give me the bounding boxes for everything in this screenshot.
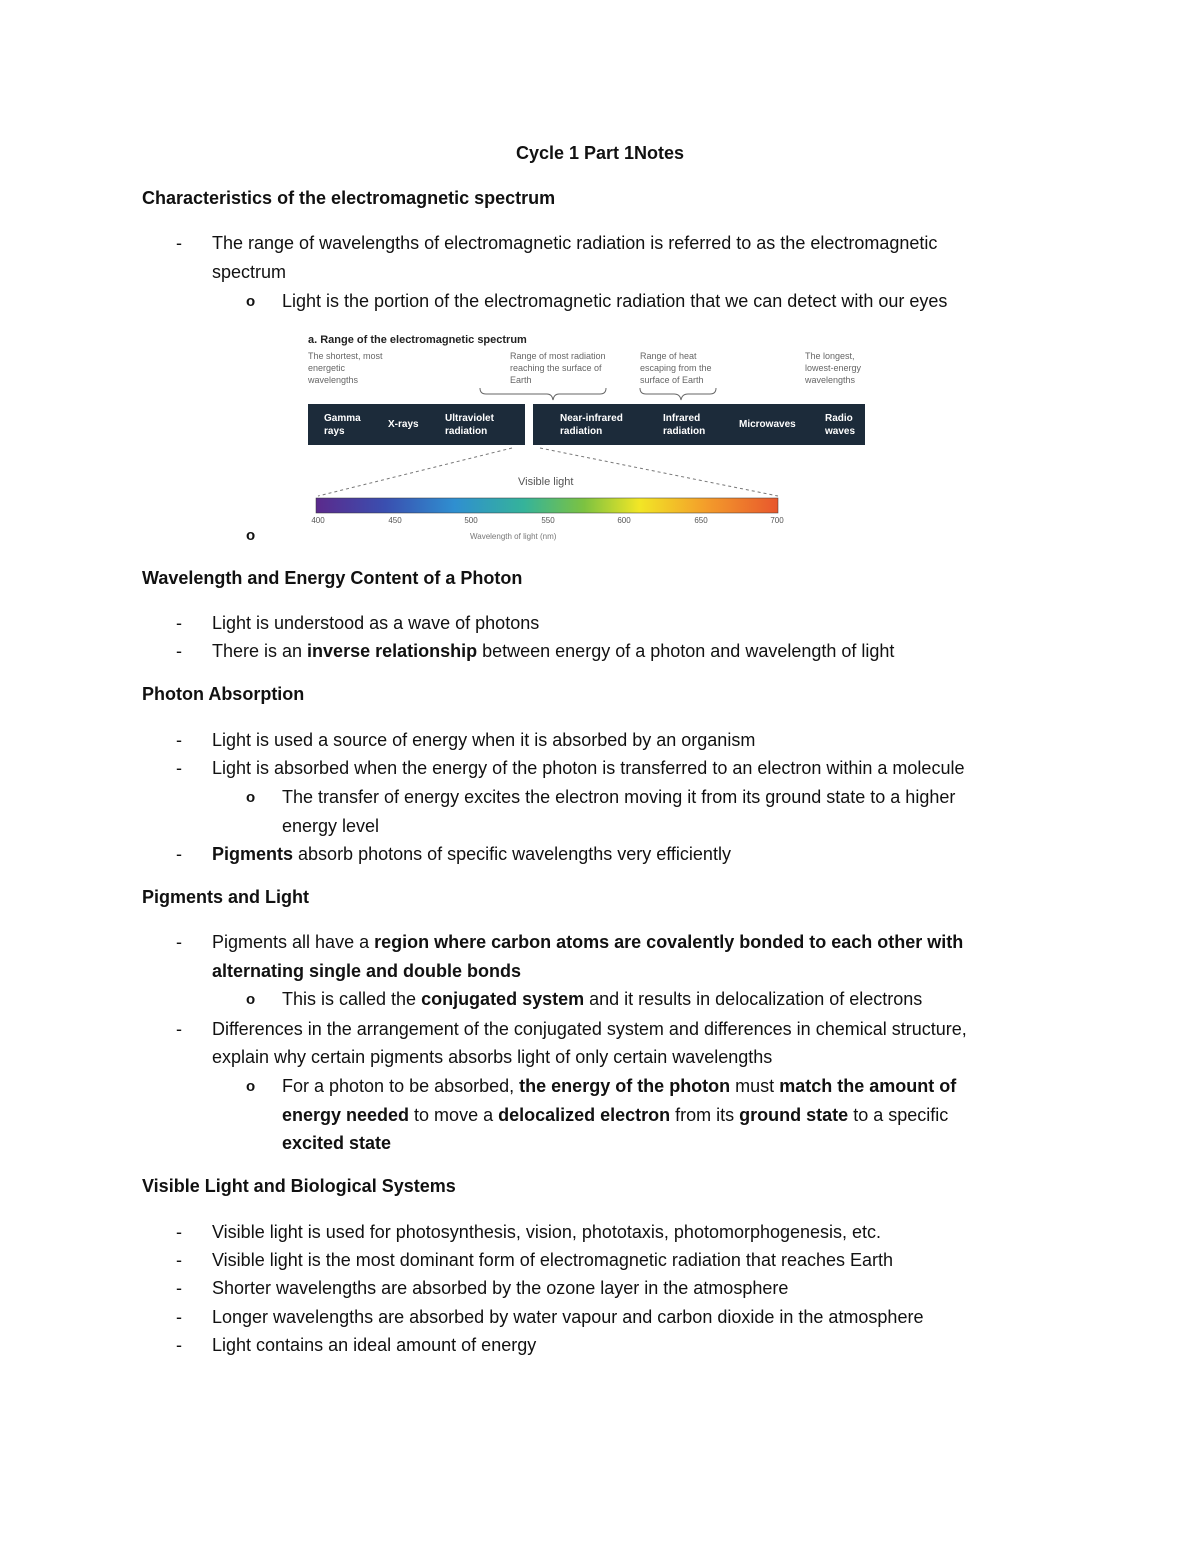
sub-item-text: Light is the portion of the electromagnetic radiation that we can detect with our eyes: [282, 291, 948, 311]
figure-note: Range of most radiation reaching the surface of Earth: [510, 351, 606, 385]
em-spectrum-figure: [300, 330, 880, 545]
dash-bullet: -: [176, 1307, 182, 1327]
list-item-text: There is an inverse relationship between energy of a photon and wavelength of light: [212, 641, 895, 661]
list-item-text: Visible light is used for photosynthesis, vision, phototaxis, photomorphogenesis, etc.: [212, 1222, 882, 1242]
dash-bullet: -: [176, 233, 182, 253]
spectrum-band-right: [533, 404, 865, 445]
dash-bullet: -: [176, 932, 182, 952]
band-near-infrared: Near-infrared radiation: [560, 412, 623, 437]
dash-bullet: -: [176, 730, 182, 750]
sub-item-text: For a photon to be absorbed, the energy of the photon must match the amount of: [282, 1076, 957, 1096]
tick-label: 400: [311, 516, 325, 525]
list-item-text: Light is used a source of energy when it is absorbed by an organism: [212, 730, 756, 750]
dash-bullet: -: [176, 641, 182, 661]
list-item-text: Pigments absorb photons of specific wavelengths very efficiently: [212, 844, 731, 864]
sub-item-text: This is called the conjugated system and it results in delocalization of electrons: [282, 989, 923, 1009]
zoom-line-left: [318, 448, 512, 496]
dash-bullet: -: [176, 758, 182, 778]
dash-bullet: -: [176, 1019, 182, 1039]
circle-bullet: o: [246, 789, 256, 806]
list-item-text: spectrum: [212, 262, 287, 282]
heading-pigments-light: Pigments and Light: [142, 887, 310, 907]
list-item-text: Pigments all have a region where carbon atoms are covalently bonded to each other with: [212, 932, 964, 952]
list-item-text: Differences in the arrangement of the conjugated system and differences in chemical structure,: [212, 1019, 967, 1039]
heading-visible-light-bio: Visible Light and Biological Systems: [142, 1176, 456, 1196]
sub-item-text: The transfer of energy excites the electron moving it from its ground state to a higher: [282, 787, 956, 807]
heading-wavelength-energy: Wavelength and Energy Content of a Photon: [142, 568, 523, 588]
band-radio-waves: Radio waves: [825, 412, 856, 437]
dash-bullet: -: [176, 1278, 182, 1298]
spectrum-band-left: [308, 404, 525, 445]
band-x-rays: X-rays: [388, 419, 419, 430]
figure-title: a. Range of the electromagnetic spectrum: [308, 334, 527, 346]
zoom-line-right: [540, 448, 778, 496]
dash-bullet: -: [176, 1335, 182, 1355]
list-item-text: explain why certain pigments absorbs light of only certain wavelengths: [212, 1047, 773, 1067]
band-gamma-rays: Gamma rays: [324, 412, 361, 437]
tick-label: 700: [770, 516, 784, 525]
band-microwaves: Microwaves: [739, 419, 796, 430]
heading-em-spectrum: Characteristics of the electromagnetic spectrum: [142, 188, 556, 208]
figure-note: Range of heat escaping from the surface of Earth: [640, 351, 712, 385]
sub-item-text: energy needed to move a delocalized electron from its ground state to a specific: [282, 1105, 949, 1125]
tick-label: 550: [541, 516, 555, 525]
visible-light-label: Visible light: [518, 476, 574, 488]
dash-bullet: -: [176, 1222, 182, 1242]
bracket-heat-escaping: [640, 388, 716, 400]
circle-bullet: o: [246, 991, 256, 1008]
axis-label: Wavelength of light (nm): [470, 532, 557, 541]
bracket-surface-radiation: [480, 388, 606, 400]
list-item-text: Light is understood as a wave of photons: [212, 613, 540, 633]
list-item-text: alternating single and double bonds: [212, 961, 522, 981]
dash-bullet: -: [176, 844, 182, 864]
band-infrared: Infrared radiation: [663, 412, 706, 437]
dash-bullet: -: [176, 1250, 182, 1270]
sub-item-text: excited state: [282, 1133, 392, 1153]
circle-bullet: o: [246, 527, 256, 544]
tick-label: 500: [464, 516, 478, 525]
band-ultraviolet: Ultraviolet radiation: [445, 412, 494, 437]
circle-bullet: o: [246, 1078, 256, 1095]
list-item-text: Visible light is the most dominant form of electromagnetic radiation that reaches Earth: [212, 1250, 894, 1270]
figure-note: The longest, lowest-energy wavelengths: [805, 351, 862, 385]
list-item-text: Light is absorbed when the energy of the photon is transferred to an electron within a molecule: [212, 758, 965, 778]
list-item-text: Shorter wavelengths are absorbed by the ozone layer in the atmosphere: [212, 1278, 789, 1298]
list-item-text: The range of wavelengths of electromagnetic radiation is referred to as the electromagnetic: [212, 233, 938, 253]
heading-photon-absorption: Photon Absorption: [142, 684, 305, 704]
page-title: Cycle 1 Part 1Notes: [515, 143, 685, 163]
list-item-text: Longer wavelengths are absorbed by water vapour and carbon dioxide in the atmosphere: [212, 1307, 924, 1327]
list-item-text: Light contains an ideal amount of energy: [212, 1335, 537, 1355]
tick-label: 600: [617, 516, 631, 525]
figure-note: The shortest, most energetic wavelengths: [308, 351, 383, 385]
dash-bullet: -: [176, 613, 182, 633]
circle-bullet: o: [246, 293, 256, 310]
tick-label: 450: [388, 516, 402, 525]
tick-label: 650: [694, 516, 708, 525]
visible-light-bar: [316, 498, 778, 513]
sub-item-text: energy level: [282, 816, 380, 836]
